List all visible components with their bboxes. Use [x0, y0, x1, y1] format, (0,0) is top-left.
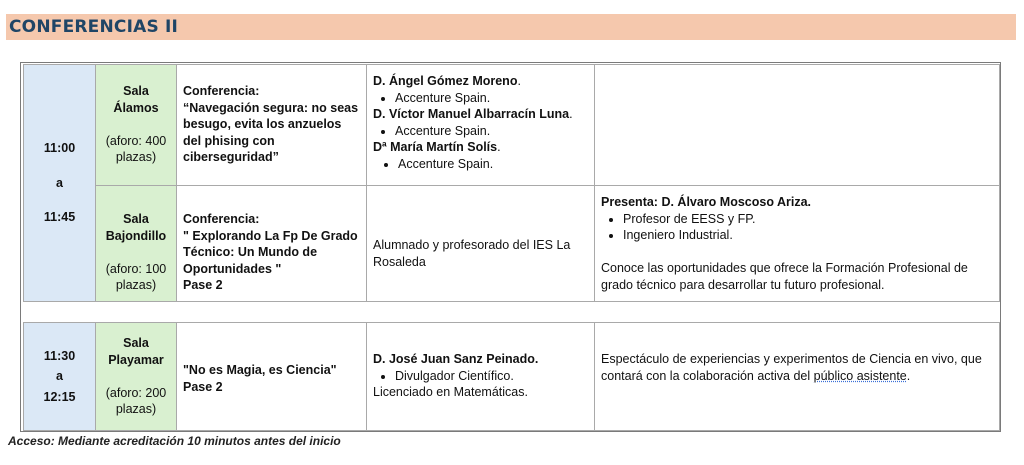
room-cell [96, 186, 177, 302]
table-row [24, 186, 1000, 302]
table-row [24, 65, 1000, 186]
presenter-item: • Ingeniero Industrial. [623, 227, 993, 244]
speaker-org: • Accenture Spain. [398, 156, 588, 173]
table-row [24, 323, 1000, 431]
speaker-name: Dª María Martín Solís [373, 140, 498, 154]
speaker-org: • Accenture Spain. [395, 90, 588, 107]
time-cell [24, 323, 96, 431]
room-capacity: (aforo: 100 [105, 261, 167, 276]
presenter-item: • Profesor de EESS y FP. [623, 211, 993, 228]
room-capacity-unit: plazas) [115, 278, 157, 292]
speakers-cell: D. Ángel Gómez Moreno. • Accenture Spain. D. Víctor Manuel Albarracín Luna. • Accenture Spain. Dª María Martín Solís. • Accenture Spain. [367, 65, 595, 186]
time-start: 11:30 [43, 348, 76, 363]
speaker-name: D. Ángel Gómez Moreno [373, 74, 518, 88]
room-label: Sala [123, 84, 149, 98]
conference-title: "No es Magia, es Ciencia" [183, 363, 337, 377]
description-cell [595, 323, 1000, 431]
room-capacity-unit: plazas) [115, 150, 157, 164]
time-end: 11:45 [43, 210, 76, 225]
room-label: Sala [123, 212, 149, 226]
section-title: CONFERENCIAS II [9, 17, 179, 37]
speaker-name: D. Víctor Manuel Albarracín Luna [373, 107, 570, 121]
description-text: Espectáculo de experiencias y experimentos de Ciencia en vivo, que contará con la colaboración activa del público asistente. [601, 352, 982, 383]
speaker-name: D. José Juan Sanz Peinado. [373, 352, 539, 366]
speakers-cell [367, 186, 595, 302]
room-cell [96, 323, 177, 431]
conference-session: Pase 2 [183, 379, 223, 394]
room-capacity: (aforo: 400 [105, 133, 167, 148]
speakers-text: Alumnado y profesorado del IES La Rosaleda [373, 238, 571, 269]
speakers-cell [367, 323, 595, 431]
time-cell [24, 65, 96, 302]
room-label: Sala [123, 336, 149, 350]
conference-label: Conferencia: [183, 212, 260, 226]
section-header [6, 14, 1016, 40]
conference-label: Conferencia: [183, 84, 260, 98]
conference-title: “Navegación segura: no seas besugo, evita los anzuelos del phising con ciberseguridad” [183, 100, 359, 164]
room-capacity: (aforo: 200 [105, 385, 167, 400]
room-name: Playamar [108, 352, 164, 367]
schedule-table-block2 [23, 322, 1000, 431]
description-cell [595, 65, 1000, 186]
time-end: 12:15 [43, 389, 76, 404]
conference-title: " Explorando La Fp De Grado Técnico: Un Mundo de Oportunidades " [183, 228, 358, 276]
room-name: Álamos [113, 100, 159, 115]
presenter-label: Presenta: D. Álvaro Moscoso Ariza. [601, 195, 812, 209]
conference-cell [177, 323, 367, 431]
time-start: 11:00 [43, 141, 76, 156]
description-text: Conoce las oportunidades que ofrece la Formación Profesional de grado técnico para desarrollar tu futuro profesional. [601, 261, 968, 292]
schedule-table-block1 [23, 64, 1000, 302]
conference-cell [177, 186, 367, 302]
room-cell [96, 65, 177, 186]
conference-session: Pase 2 [183, 278, 223, 292]
speaker-degree: Licenciado en Matemáticas. [373, 385, 528, 399]
time-separator: a [56, 369, 63, 384]
room-capacity-unit: plazas) [115, 402, 157, 416]
speaker-org: • Accenture Spain. [395, 123, 588, 140]
conference-cell [177, 65, 367, 186]
speaker-role: • Divulgador Científico. [395, 368, 588, 385]
access-note: Acceso: Mediante acreditación 10 minutos antes del inicio [8, 434, 341, 448]
description-cell [595, 186, 1000, 302]
room-name: Bajondillo [105, 228, 167, 243]
time-separator: a [56, 175, 63, 190]
